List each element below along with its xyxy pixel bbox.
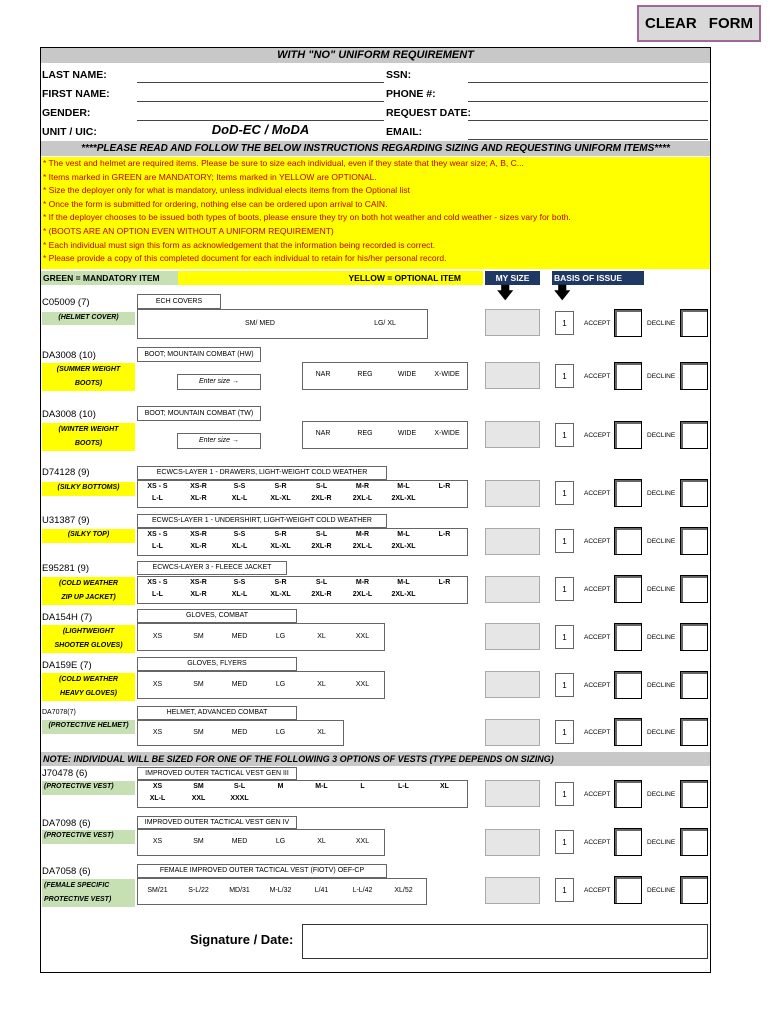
size-row [137,727,344,739]
size-option[interactable]: XS-R [190,531,207,538]
down-arrow-icon: 🡇 [497,285,514,302]
accept-label: ACCEPT [584,729,611,736]
signature-field[interactable] [302,924,708,959]
issue-quantity: 1 [555,529,574,553]
gender-field[interactable] [137,105,384,121]
size-option[interactable]: M-L [397,483,410,490]
decline-checkbox[interactable] [680,309,708,337]
size-option[interactable]: SM [193,681,204,688]
decline-checkbox[interactable] [680,421,708,449]
item-code: DA7058 (6) [42,866,91,877]
size-option[interactable]: S-L [315,579,328,586]
size-option[interactable]: L/41 [314,887,329,894]
issue-quantity: 1 [555,673,574,697]
accept-checkbox[interactable] [614,718,642,746]
size-option[interactable]: M-L [397,579,410,586]
decline-label: DECLINE [647,538,676,545]
instruction-line: * Once the form is submitted for ordering, nothing else can be ordered upon arrival to CAIN. [43,198,388,209]
decline-checkbox[interactable] [680,876,708,904]
size-option[interactable]: LG [275,838,286,845]
size-option[interactable]: XL [317,729,326,736]
item-code: U31387 (9) [42,515,90,526]
size-option[interactable]: XXL [355,681,370,688]
accept-checkbox[interactable] [614,575,642,603]
width-option[interactable]: REG [357,371,373,378]
issue-quantity: 1 [555,878,574,902]
issue-quantity: 1 [555,782,574,806]
decline-label: DECLINE [647,373,676,380]
size-option[interactable]: L-L [398,783,409,790]
size-option[interactable]: SM [193,838,204,845]
decline-checkbox[interactable] [680,718,708,746]
my-size-field[interactable] [485,780,540,807]
size-option[interactable]: M-R [355,579,370,586]
legend-green: GREEN = MANDATORY ITEM [41,271,178,285]
item-description: IMPROVED OUTER TACTICAL VEST GEN IV [137,816,297,829]
width-option[interactable]: X-WIDE [434,371,460,378]
decline-checkbox[interactable] [680,362,708,390]
item-name [42,363,135,391]
size-option[interactable]: L-L [152,591,163,598]
item-name [42,577,135,605]
my-size-field[interactable] [485,576,540,603]
item-code: D74128 (9) [42,467,90,478]
size-row [137,481,468,505]
ssn-label: SSN: [386,69,412,81]
width-option[interactable]: WIDE [397,430,417,437]
decline-checkbox[interactable] [680,479,708,507]
size-option[interactable]: XS [152,681,163,688]
phone-label: PHONE #: [386,88,436,100]
decline-checkbox[interactable] [680,828,708,856]
accept-checkbox[interactable] [614,780,642,808]
request-date-label: REQUEST DATE: [386,107,471,119]
size-option[interactable]: XS - S [147,531,168,538]
my-size-field[interactable] [485,480,540,507]
issue-quantity: 1 [555,830,574,854]
size-option[interactable]: XL [317,681,326,688]
instruction-line: * Each individual must sign this form as acknowledgement that the information being recorded is correct. [43,239,436,250]
size-option[interactable]: S-L/22 [188,887,209,894]
item-description: ECWCS-LAYER 1 - DRAWERS, LIGHT-WEIGHT COLD WEATHER [137,466,387,480]
size-option[interactable]: L-L/42 [352,887,373,894]
accept-label: ACCEPT [584,538,611,545]
item-description: ECH COVERS [137,294,221,309]
size-option[interactable]: 2XL-XL [391,591,416,598]
width-option[interactable]: NAR [315,371,331,378]
item-description: HELMET, ADVANCED COMBAT [137,706,297,720]
size-option[interactable]: XXL [355,633,370,640]
item-name-line: (SUMMER WEIGHT [56,366,121,373]
decline-label: DECLINE [647,490,676,497]
accept-label: ACCEPT [584,432,611,439]
size-option[interactable]: S-R [274,531,287,538]
instructions-title: ****PLEASE READ AND FOLLOW THE BELOW INSTRUCTIONS REGARDING SIZING AND REQUESTING UNIFORM ITEMS**** [41,141,710,156]
size-option[interactable]: MED [231,729,248,736]
accept-checkbox[interactable] [614,671,642,699]
size-option[interactable]: L-L [152,495,163,502]
decline-label: DECLINE [647,320,676,327]
decline-label: DECLINE [647,682,676,689]
form-title: WITH "NO" UNIFORM REQUIREMENT [41,48,710,63]
decline-label: DECLINE [647,729,676,736]
size-row [137,781,468,805]
size-row [137,577,468,601]
size-option[interactable]: XL [317,633,326,640]
accept-checkbox[interactable] [614,623,642,651]
item-name: (SILKY BOTTOMS) [42,482,135,496]
issue-quantity: 1 [555,311,574,335]
item-description: BOOT; MOUNTAIN COMBAT (HW) [137,347,261,362]
item-name-line: (COLD WEATHER [59,676,118,683]
size-option[interactable]: XS [152,783,163,790]
size-option[interactable]: 2XL-R [311,591,332,598]
item-name-line: SHOOTER GLOVES) [54,642,123,649]
size-option[interactable]: M-R [355,483,370,490]
accept-checkbox[interactable] [614,421,642,449]
item-name [42,879,135,907]
item-name: (SILKY TOP) [42,529,135,543]
accept-label: ACCEPT [584,634,611,641]
accept-checkbox[interactable] [614,828,642,856]
request-date-field[interactable] [468,105,708,121]
width-option[interactable]: NAR [315,430,331,437]
vest-note: NOTE: INDIVIDUAL WILL BE SIZED FOR ONE OF THE FOLLOWING 3 OPTIONS OF VESTS (TYPE DEPENDS ON SIZING) [41,752,710,766]
email-field[interactable] [468,124,708,140]
size-option[interactable]: XL-R [190,543,207,550]
item-name-line: HEAVY GLOVES) [60,690,117,697]
item-description: GLOVES, COMBAT [137,609,297,623]
accept-label: ACCEPT [584,490,611,497]
size-option[interactable]: XL-L [231,543,248,550]
size-option[interactable]: S-S [233,483,246,490]
last-name-label: LAST NAME: [42,69,107,81]
item-description: ECWCS-LAYER 3 - FLEECE JACKET [137,561,287,575]
size-option[interactable]: M [277,783,284,790]
accept-label: ACCEPT [584,839,611,846]
item-name [42,423,135,451]
issue-quantity: 1 [555,720,574,744]
signature-label: Signature / Date: [190,932,294,947]
clear-label: CLEAR [645,15,697,32]
instruction-line: * Please provide a copy of this completed document for each individual to retain for his/her personal record. [43,253,447,264]
size-option[interactable]: 2XL-R [311,543,332,550]
my-size-header: MY SIZE [485,271,540,285]
size-option[interactable]: SM [193,729,204,736]
size-option[interactable]: MED [231,681,248,688]
size-option[interactable]: 2XL-L [352,495,373,502]
size-option[interactable]: XL/52 [394,887,413,894]
issue-quantity: 1 [555,625,574,649]
size-option[interactable]: XL-XL [270,495,291,502]
instruction-line: * (BOOTS ARE AN OPTION EVEN WITHOUT A UNIFORM REQUIREMENT) [43,225,334,236]
item-name [42,625,135,653]
my-size-field[interactable] [485,421,540,448]
instruction-line: * If the deployer chooses to be issued both types of boots, please ensure they try on both hot weather and cold weather - sizes vary for both. [43,212,571,223]
item-name: (PROTECTIVE HELMET) [42,720,135,734]
decline-label: DECLINE [647,432,676,439]
item-code: DA3008 (10) [42,409,96,420]
size-option[interactable]: XS-R [190,579,207,586]
decline-checkbox[interactable] [680,575,708,603]
size-option[interactable]: M-L [397,531,410,538]
size-option[interactable]: XL-L [231,495,248,502]
item-code: DA7078(7) [42,709,76,716]
size-option[interactable]: L [360,783,365,790]
size-option[interactable]: S-L [233,783,246,790]
size-option[interactable]: 2XL-L [352,543,373,550]
last-name-field[interactable] [137,67,384,83]
size-option[interactable]: XL [317,838,326,845]
size-option[interactable]: MED [231,633,248,640]
issue-quantity: 1 [555,423,574,447]
size-option[interactable]: XS [152,838,163,845]
width-option[interactable]: REG [357,430,373,437]
size-option[interactable]: M-L [315,783,328,790]
decline-label: DECLINE [647,634,676,641]
size-row [137,631,385,643]
first-name-label: FIRST NAME: [42,88,110,100]
issue-quantity: 1 [555,577,574,601]
size-option[interactable]: XXL [355,838,370,845]
my-size-field[interactable] [485,362,540,389]
size-option[interactable]: 2XL-R [311,495,332,502]
accept-checkbox[interactable] [614,527,642,555]
issue-quantity: 1 [555,481,574,505]
size-option[interactable]: XL-R [190,591,207,598]
size-option[interactable]: S-R [274,579,287,586]
decline-checkbox[interactable] [680,671,708,699]
decline-checkbox[interactable] [680,780,708,808]
size-option[interactable]: S-R [274,483,287,490]
basis-of-issue-header: BASIS OF ISSUE [552,271,644,285]
size-option[interactable]: XL [440,783,449,790]
my-size-field[interactable] [485,877,540,904]
instruction-line: * Size the deployer only for what is mandatory, unless individual elects items from the Optional list [43,185,410,196]
size-option[interactable]: S-S [233,579,246,586]
issue-quantity: 1 [555,364,574,388]
item-name [42,673,135,701]
email-label: EMAIL: [386,126,423,138]
item-name: (PROTECTIVE VEST) [42,830,135,844]
decline-label: DECLINE [647,887,676,894]
my-size-field[interactable] [485,719,540,746]
size-option[interactable]: 2XL-L [352,591,373,598]
size-option[interactable]: LG [275,681,286,688]
accept-label: ACCEPT [584,586,611,593]
item-name: (HELMET COVER) [42,312,135,325]
size-option[interactable]: L-L [152,543,163,550]
size-option[interactable]: M-L/32 [269,887,292,894]
form-label: FORM [708,15,753,32]
item-name-line: (LIGHTWEIGHT [62,628,115,635]
size-option[interactable]: XS - S [147,483,168,490]
size-option[interactable]: XS-R [190,483,207,490]
clear-form-button[interactable] [637,5,761,42]
accept-label: ACCEPT [584,887,611,894]
decline-label: DECLINE [647,586,676,593]
size-option[interactable]: S-S [233,531,246,538]
accept-checkbox[interactable] [614,309,642,337]
size-option[interactable]: XS - S [147,579,168,586]
item-code: DA7098 (6) [42,818,91,829]
accept-label: ACCEPT [584,791,611,798]
ssn-field[interactable] [468,67,708,83]
item-code: J70478 (6) [42,768,88,779]
size-option[interactable]: XL-L [149,795,166,802]
size-option[interactable]: LG/ XL [374,320,396,327]
size-option[interactable]: XS [152,729,163,736]
size-option[interactable]: SM/21 [147,887,168,894]
my-size-field[interactable] [485,309,540,336]
size-option[interactable]: MED [231,838,248,845]
size-option[interactable]: M-R [355,531,370,538]
first-name-field[interactable] [137,86,384,102]
item-description: ECWCS-LAYER 1 - UNDERSHIRT, LIGHT-WEIGHT COLD WEATHER [137,514,387,528]
size-option[interactable]: LG [275,729,286,736]
instruction-line: * The vest and helmet are required items. Please be sure to size each individual, even if they state that they wear size; A, B, C... [43,158,524,168]
size-option[interactable]: XS [152,633,163,640]
size-option[interactable]: XL-R [190,495,207,502]
item-code: DA159E (7) [42,660,92,671]
size-option[interactable]: S-L [315,531,328,538]
item-code: C05009 (7) [42,297,90,308]
accept-label: ACCEPT [584,373,611,380]
item-description: FEMALE IMPROVED OUTER TACTICAL VEST (FIOTV) OEF-CP [137,864,387,878]
gender-label: GENDER: [42,107,91,119]
size-option[interactable]: MD/31 [229,887,250,894]
item-name-line: BOOTS) [74,440,103,447]
decline-label: DECLINE [647,839,676,846]
size-option[interactable]: XL-XL [270,591,291,598]
size-option[interactable]: SM/ MED [245,320,275,327]
legend-yellow: YELLOW = OPTIONAL ITEM [178,271,483,285]
item-name-line: (FEMALE SPECIFIC [44,882,110,889]
size-option[interactable]: L-R [438,579,451,586]
instruction-line: * Items marked in GREEN are MANDATORY; Items marked in YELLOW are OPTIONAL. [43,171,377,182]
down-arrow-icon: 🡇 [554,285,571,302]
my-size-field[interactable] [485,623,540,650]
size-option[interactable]: XL-XL [270,543,291,550]
phone-field[interactable] [468,86,708,102]
accept-checkbox[interactable] [614,479,642,507]
size-option[interactable]: XXXL [230,795,249,802]
enter-size-field[interactable]: Enter size → [177,374,261,390]
size-row [137,529,468,553]
my-size-field[interactable] [485,829,540,856]
instructions-list [41,157,710,269]
item-description: IMPROVED OUTER TACTICAL VEST GEN III [137,767,297,780]
item-code: E95281 (9) [42,563,90,574]
my-size-field[interactable] [485,528,540,555]
item-description: GLOVES, FLYERS [137,657,297,671]
item-name-line: ZIP UP JACKET) [61,594,116,601]
item-description: BOOT; MOUNTAIN COMBAT (TW) [137,406,261,421]
accept-checkbox[interactable] [614,362,642,390]
item-name-line: BOOTS) [74,380,103,387]
size-option[interactable]: SM [193,783,204,790]
item-name-line: (WINTER WEIGHT [58,426,119,433]
size-row [137,836,385,848]
size-option[interactable]: LG [275,633,286,640]
width-option[interactable]: X-WIDE [434,430,460,437]
decline-checkbox[interactable] [680,527,708,555]
width-option[interactable]: WIDE [397,371,417,378]
item-name: (PROTECTIVE VEST) [42,781,135,795]
size-option[interactable]: 2XL-XL [391,543,416,550]
item-name-line: (COLD WEATHER [59,580,118,587]
unit-value: DoD-EC / MoDA [211,122,310,137]
size-option[interactable]: XL-L [231,591,248,598]
size-row [137,679,385,691]
size-row [137,885,427,897]
size-option[interactable]: SM [193,633,204,640]
item-code: DA154H (7) [42,612,93,623]
item-name-line: PROTECTIVE VEST) [44,896,112,903]
accept-label: ACCEPT [584,320,611,327]
decline-checkbox[interactable] [680,623,708,651]
size-option[interactable]: XXL [191,795,206,802]
accept-checkbox[interactable] [614,876,642,904]
unit-label: UNIT / UIC: [42,126,97,138]
size-option[interactable]: S-L [315,483,328,490]
size-option[interactable]: L-R [438,483,451,490]
size-option[interactable]: L-R [438,531,451,538]
accept-label: ACCEPT [584,682,611,689]
item-code: DA3008 (10) [42,350,96,361]
decline-label: DECLINE [647,791,676,798]
enter-size-field[interactable]: Enter size → [177,433,261,449]
size-option[interactable]: 2XL-XL [391,495,416,502]
my-size-field[interactable] [485,671,540,698]
